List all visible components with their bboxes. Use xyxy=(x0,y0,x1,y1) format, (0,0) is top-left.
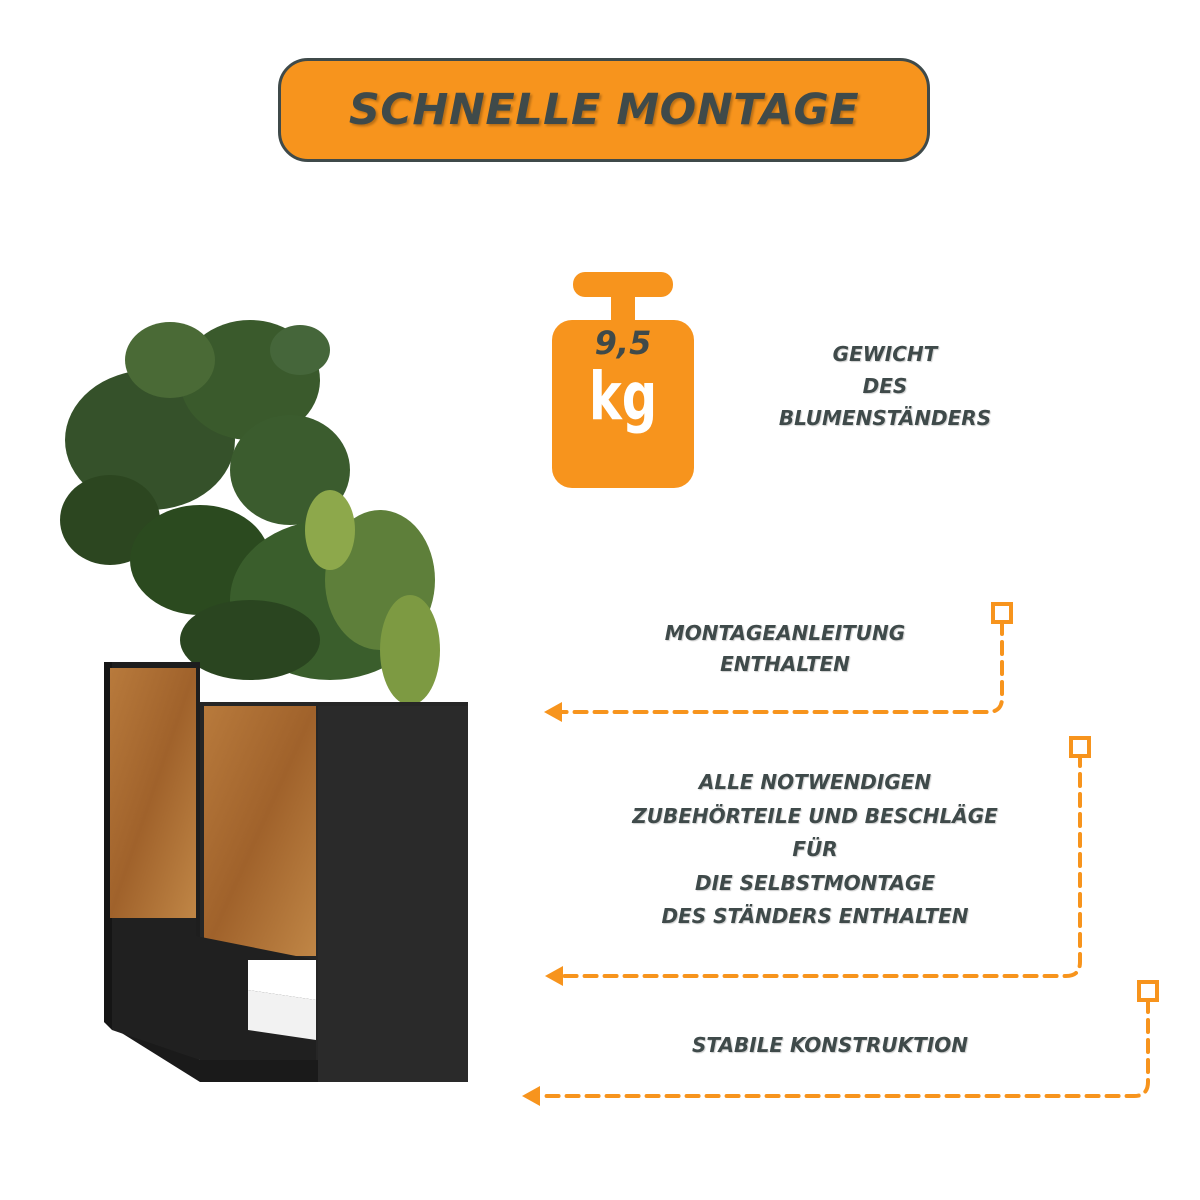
weight-label-line: GEWICHT xyxy=(832,342,938,366)
connector-line-1 xyxy=(560,622,1002,712)
feature-line: ENTHALTEN xyxy=(720,652,850,676)
feature-line: STABILE KONSTRUKTION xyxy=(692,1033,968,1057)
connector-line-3 xyxy=(540,1000,1148,1096)
weight-value: 9,5 xyxy=(594,324,652,362)
connector-line-2 xyxy=(562,754,1080,976)
feature-line: DIE SELBSTMONTAGE xyxy=(694,870,936,895)
arrow-head-1 xyxy=(544,702,562,722)
weight-label-line: BLUMENSTÄNDERS xyxy=(778,406,992,430)
weight-label-line: DES xyxy=(862,374,908,398)
weight-unit: kg xyxy=(588,358,658,435)
feature-line: ALLE NOTWENDIGEN xyxy=(698,770,932,794)
feature-line: DES STÄNDERS ENTHALTEN xyxy=(661,904,969,929)
connector-square-2 xyxy=(1071,738,1089,756)
arrow-head-3 xyxy=(522,1086,540,1106)
page-title: SCHNELLE MONTAGE xyxy=(348,85,860,135)
arrow-head-2 xyxy=(545,966,563,986)
feature-line: MONTAGEANLEITUNG xyxy=(664,621,906,645)
feature-line: ZUBEHÖRTEILE UND BESCHLÄGE xyxy=(632,803,998,828)
feature-line: FÜR xyxy=(792,837,838,862)
connector-square-3 xyxy=(1139,982,1157,1000)
connector-square-1 xyxy=(993,604,1011,622)
